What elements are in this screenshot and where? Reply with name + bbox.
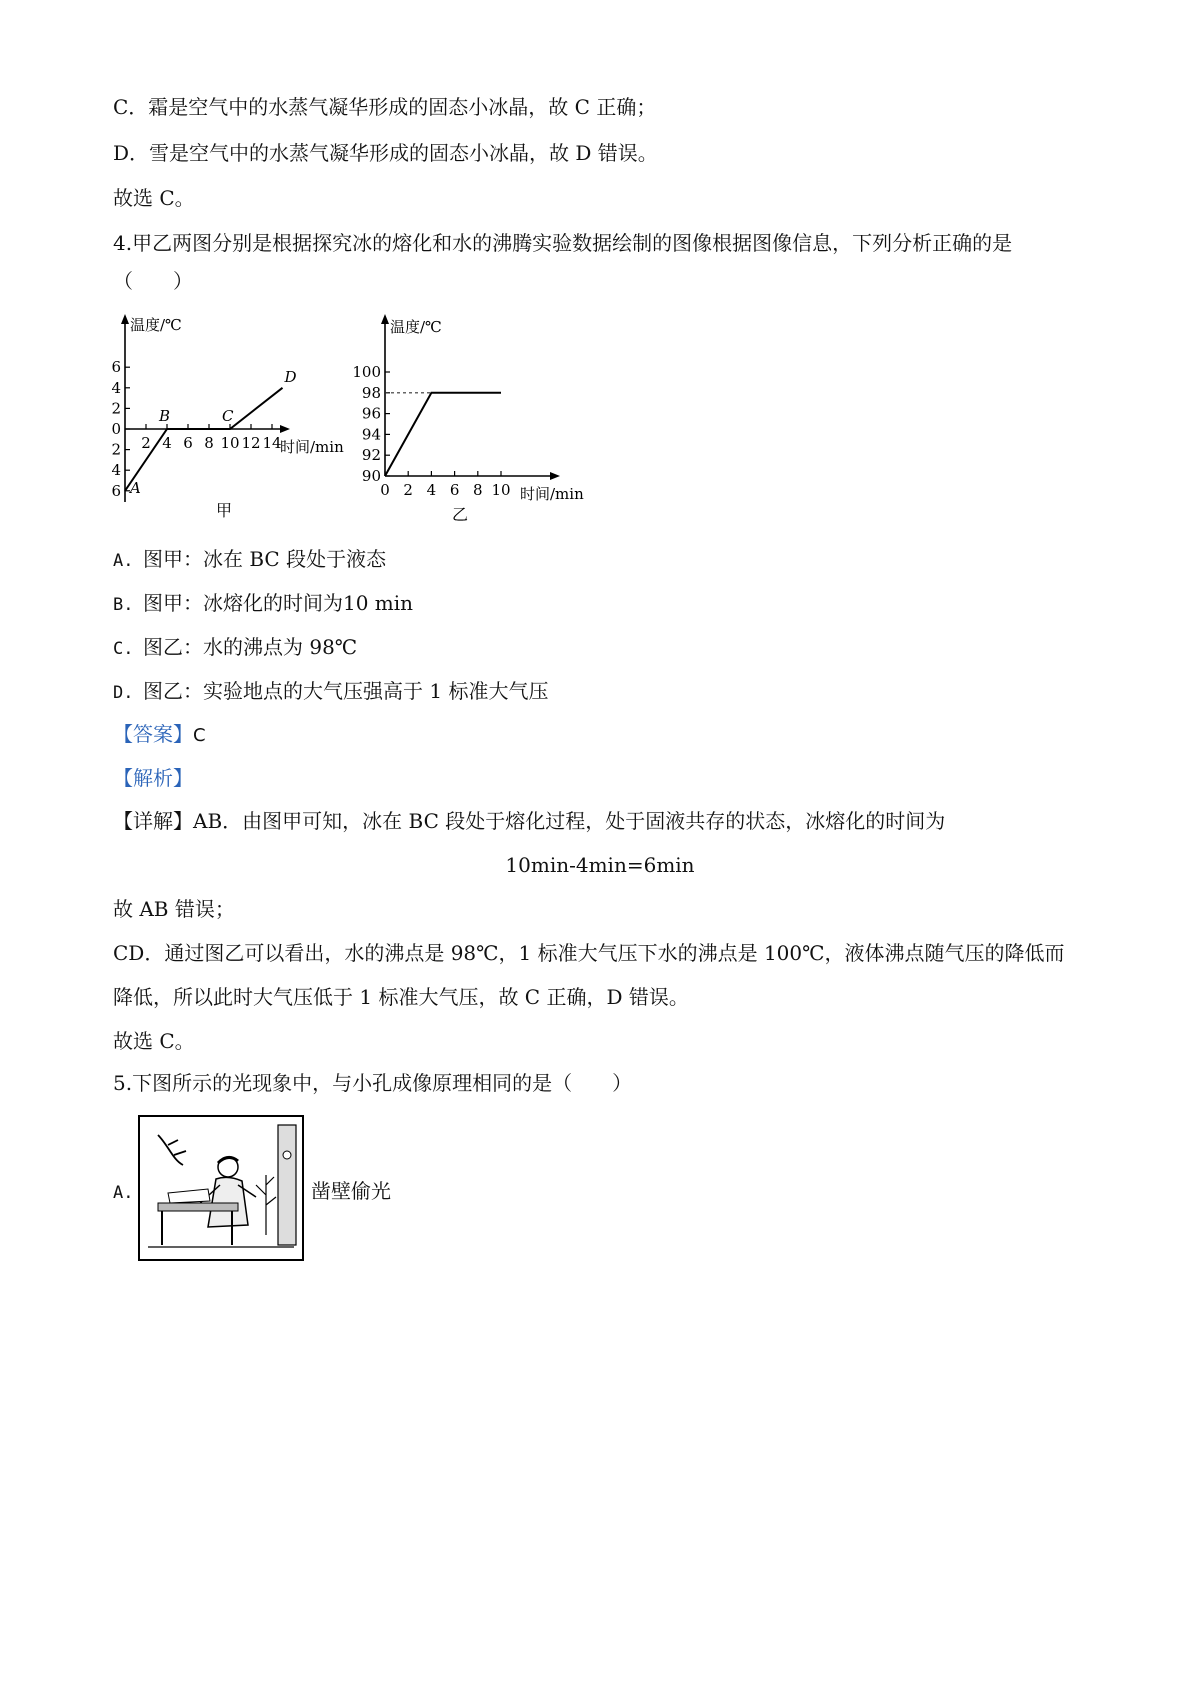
q5-option-a-text: 凿壁偷光 <box>311 1179 391 1203</box>
x-tick-label: 0 <box>380 481 390 499</box>
point-label: A <box>130 478 141 497</box>
text-line: D．雪是空气中的水蒸气凝华形成的固态小冰晶，故 D 错误。 <box>113 141 658 165</box>
x-tick-label: 10 <box>491 481 511 499</box>
option-b <box>113 590 413 618</box>
detail-tag: 【详解】 <box>113 809 193 833</box>
x-tick-label: 2 <box>403 481 413 499</box>
answer-blank: （ ） <box>113 269 193 293</box>
y-axis-arrow <box>381 314 389 324</box>
y-axis-label: 温度/℃ <box>130 316 182 334</box>
detail-p3: CD．通过图乙可以看出，水的沸点是 98℃，1 标准大气压下水的沸点是 100℃，液体沸点随气压的降低而 <box>113 941 1065 965</box>
answer-line <box>113 721 206 749</box>
analysis-tag: 【解析】 <box>113 766 193 790</box>
y-tick-label: 100 <box>352 363 381 381</box>
option-text: 图甲：冰熔化的时间为10 min <box>143 591 414 615</box>
option-a <box>113 546 386 574</box>
x-tick-label: 8 <box>204 434 214 452</box>
point-label: D <box>284 367 297 386</box>
option-letter: B. <box>113 595 134 615</box>
question-4-stem: 4.甲乙两图分别是根据探究冰的熔化和水的沸腾实验数据绘制的图像根据图像信息，下列分析正确的是 <box>113 231 1013 255</box>
detail-p1: 【详解】AB．由图甲可知，冰在 BC 段处于熔化过程，处于固液共存的状态，冰熔化的时间为 <box>113 809 946 833</box>
x-tick-label: 6 <box>449 481 460 499</box>
x-axis-label: 时间/min <box>520 485 584 503</box>
detail-p5: 故选 C。 <box>113 1029 195 1053</box>
y-tick-label: 6 <box>111 358 121 377</box>
x-tick-label: 6 <box>183 434 193 452</box>
data-line <box>385 393 501 476</box>
answer-value: C <box>193 725 206 746</box>
text-line: 故选 C。 <box>113 186 195 210</box>
y-axis-label: 温度/℃ <box>390 318 442 336</box>
y-tick-label: 2 <box>111 440 121 459</box>
x-tick-label: 2 <box>141 434 151 452</box>
answer-tag: 【答案】 <box>113 722 193 746</box>
point-label: C <box>222 407 234 425</box>
text-line: C．霜是空气中的水蒸气凝华形成的固态小冰晶，故 C 正确； <box>113 95 657 119</box>
formula: 10min-4min=6min <box>505 853 695 877</box>
option-letter: A. <box>113 551 134 571</box>
q5-option-a-letter: A. <box>113 1183 134 1203</box>
chart-caption: 甲 <box>215 501 233 520</box>
option-d <box>113 678 548 706</box>
x-tick-label: 10 <box>220 434 240 452</box>
option-text: 图甲：冰在 BC 段处于液态 <box>143 547 387 571</box>
y-tick-label: 94 <box>361 425 381 444</box>
chart-caption: 乙 <box>451 505 469 524</box>
option-text: 图乙：实验地点的大气压强高于 1 标准大气压 <box>143 679 549 703</box>
x-tick-label: 12 <box>241 434 261 452</box>
chart-yi <box>352 306 600 526</box>
y-tick-label: 2 <box>111 399 121 418</box>
point-label: B <box>159 407 171 425</box>
y-tick-label: 0 <box>111 420 121 438</box>
x-tick-label: 4 <box>162 434 172 452</box>
x-tick-label: 4 <box>426 481 437 499</box>
option-c <box>113 634 357 662</box>
x-tick-label: 14 <box>262 434 282 452</box>
y-tick-label: 98 <box>361 383 381 402</box>
x-axis-arrow <box>550 472 560 480</box>
y-axis-arrow <box>121 314 129 324</box>
chart-jia <box>108 306 358 526</box>
option-letter: D. <box>113 683 134 703</box>
y-tick-label: 92 <box>361 446 381 465</box>
x-axis-arrow <box>280 425 290 433</box>
y-tick-label: 6 <box>111 481 121 500</box>
option-letter: C. <box>113 639 134 659</box>
y-tick-label: 4 <box>111 461 121 480</box>
y-tick-label: 4 <box>111 378 121 397</box>
x-axis-label: 时间/min <box>280 438 344 456</box>
y-tick-label: 96 <box>361 404 381 423</box>
detail-p2: 故 AB 错误； <box>113 897 235 921</box>
question-5-stem: 5.下图所示的光现象中，与小孔成像原理相同的是（ ） <box>113 1071 633 1095</box>
y-tick-label: 90 <box>361 467 381 485</box>
illustration-zaobi-touguang <box>138 1115 304 1261</box>
detail-p4: 降低，所以此时大气压低于 1 标准大气压，故 C 正确，D 错误。 <box>113 985 689 1009</box>
x-tick-label: 8 <box>473 481 483 499</box>
option-text: 图乙：水的沸点为 98℃ <box>143 635 358 659</box>
